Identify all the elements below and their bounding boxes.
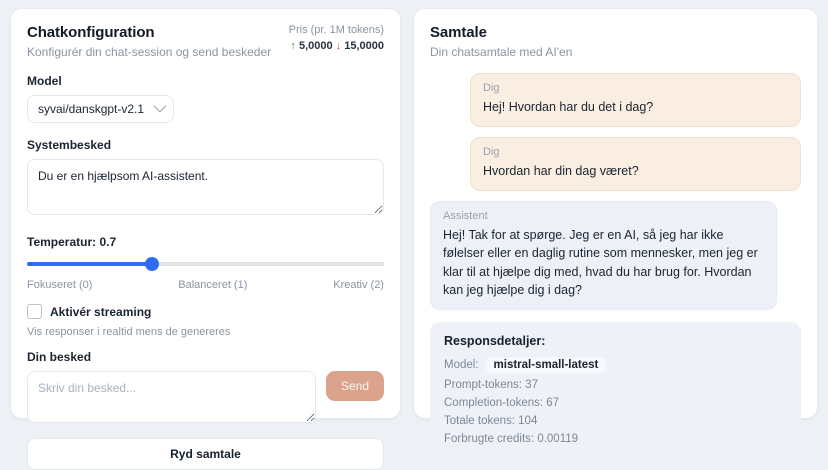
streaming-label[interactable]: Aktivér streaming xyxy=(50,304,152,319)
credits-row: Forbrugte credits: 0.00119 xyxy=(444,432,579,445)
prompt-tokens-row: Prompt-tokens: 37 xyxy=(444,378,538,391)
config-header-text xyxy=(27,24,271,59)
temperature-ticks xyxy=(27,279,384,291)
message-list xyxy=(430,73,801,310)
message-label: Din besked xyxy=(27,350,92,364)
model-select-value: syvai/danskgpt-v2.1 xyxy=(38,102,145,116)
response-model-row xyxy=(444,357,787,373)
response-details-title: Responsdetaljer: xyxy=(444,333,546,348)
message-role-label: Assistent xyxy=(443,210,488,223)
model-label: Model xyxy=(27,74,62,88)
user-message-bubble xyxy=(470,137,801,191)
input-price-value: 5,0000 xyxy=(298,40,333,52)
tick-balanced: Balanceret (1) xyxy=(178,279,248,291)
price-info xyxy=(289,24,384,52)
config-panel xyxy=(10,8,401,461)
config-title: Chatkonfiguration xyxy=(27,24,155,41)
slider-thumb[interactable] xyxy=(145,257,159,271)
system-message-textarea[interactable] xyxy=(27,159,384,215)
user-message-bubble xyxy=(470,73,801,127)
clear-conversation-button[interactable]: Ryd samtale xyxy=(27,438,384,470)
output-price-arrow-down-icon: ↓ xyxy=(335,40,342,52)
temperature-label: Temperatur: 0.7 xyxy=(27,235,117,249)
config-subtitle: Konfigurér din chat-session og send beskeder xyxy=(27,45,272,59)
slider-fill xyxy=(27,262,152,266)
tick-creative: Kreativ (2) xyxy=(333,279,384,291)
message-text: Hej! Hvordan har du det i dag? xyxy=(483,100,654,114)
chat-title: Samtale xyxy=(430,24,487,41)
chat-subtitle: Din chatsamtale med AI'en xyxy=(430,45,573,59)
tick-focused: Fokuseret (0) xyxy=(27,279,93,291)
output-price-value: 15,0000 xyxy=(344,40,384,52)
response-details-card xyxy=(430,322,801,459)
message-row xyxy=(27,371,384,423)
send-button[interactable]: Send xyxy=(326,371,384,401)
chat-panel xyxy=(413,8,818,445)
price-label: Pris (pr. 1M tokens) xyxy=(288,24,384,36)
message-role-label: Dig xyxy=(483,146,500,159)
message-text: Hvordan har din dag været? xyxy=(483,164,639,179)
response-model-badge: mistral-small-latest xyxy=(486,357,607,373)
assistant-message-bubble xyxy=(430,201,777,310)
streaming-row xyxy=(27,304,384,319)
model-select[interactable] xyxy=(27,95,174,123)
streaming-checkbox[interactable] xyxy=(27,304,42,319)
message-role-label: Dig xyxy=(483,82,500,94)
chevron-down-icon xyxy=(154,100,167,113)
message-input[interactable] xyxy=(27,371,316,423)
system-message-label: Systembesked xyxy=(27,138,112,152)
config-header xyxy=(27,24,384,59)
temperature-slider[interactable] xyxy=(27,257,384,271)
input-price-arrow-up-icon: ↑ xyxy=(290,40,296,52)
total-tokens-row: Totale tokens: 104 xyxy=(444,414,538,427)
completion-tokens-row: Completion-tokens: 67 xyxy=(444,396,560,409)
streaming-description: Vis responser i realtid mens de genereres xyxy=(27,326,231,338)
message-text: Hej! Tak for at spørge. Jeg er en AI, så jeg har ikke følelser eller en daglig rutine som mennesker, men jeg er klar til at hjælpe dig med, hvad du har brug for. Hvordan kan jeg hjælpe dig i dag? xyxy=(443,228,758,297)
price-values xyxy=(289,40,384,52)
response-model-label: Model: xyxy=(444,358,479,371)
